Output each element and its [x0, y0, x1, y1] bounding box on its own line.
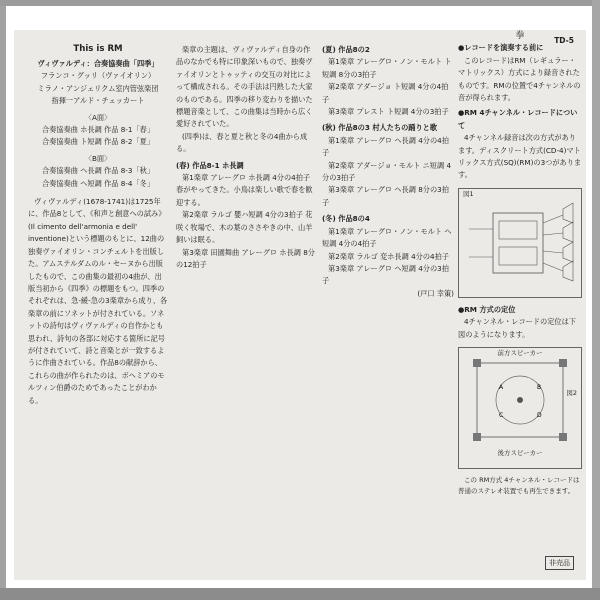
autumn-mvt-2: 第2楽章 アダージョ・モルト ニ短調 4分の3拍子 [322, 160, 452, 183]
column-1 [28, 58, 168, 573]
author-signature: (戸口 幸策) [417, 288, 454, 298]
violinist: フランコ・グッリ（ヴァイオリン） [40, 71, 156, 81]
rm-4ch-heading: ●RM 4チャンネル・レコードについて [458, 108, 578, 130]
speaker-letter-c: C [499, 412, 504, 420]
signal-flow-graphic [459, 189, 581, 295]
summer-mvt-3: 第3楽章 プレスト ト短調 4分の3拍子 [328, 107, 449, 117]
seasons-intro: (四季)は、春と夏と秋と冬の4曲から成る。 [176, 131, 308, 154]
not-for-sale-stamp: 非売品 [545, 556, 574, 570]
speaker-layout-graphic [459, 359, 581, 443]
conductor: 指揮一アルド・チェッカート [51, 96, 145, 106]
page-title: This is RM [73, 44, 123, 54]
spring-mvt-3: 第3楽章 田園舞曲 アレーグロ ホ長調 8分の12拍子 [176, 247, 315, 269]
side-b-track-2: 合奏協奏曲 ヘ短調 作品 8-4「冬」 [41, 178, 155, 188]
sleeve-edge-bottom [0, 588, 600, 600]
side-a-label: 〈A面〉 [84, 112, 112, 122]
column-3 [322, 44, 454, 574]
diagram-1-label: 図1 [463, 189, 474, 198]
column-4 [458, 30, 582, 578]
spring-heading: (春) 作品8-1 ホ長調 [176, 160, 244, 170]
speaker-letter-b: B [537, 384, 542, 392]
winter-heading: (冬) 作品8の4 [322, 214, 370, 224]
rm-localization-text: 4チャンネル・レコードの定位は下図のようになります。 [458, 317, 576, 339]
work-title: ヴィヴァルディ：合奏協奏曲「四季」 [37, 59, 159, 68]
rm-4ch-text: 4チャンネル録音は次の方式があります。ディスクリート方式(CD-4)マトリックス方式(SQ)(RM)の3つがあります。 [458, 133, 582, 180]
side-b-track-1: 合奏協奏曲 ヘ長調 作品 8-3「秋」 [41, 166, 155, 176]
sleeve-edge-left [0, 0, 6, 600]
intro-paragraph: ヴィヴァルディ(1678-1741)は1725年に、作品8として、《和声と創意への試み》(Il cimento dell'armonia e dell' inventione)という標題のもとに、12曲の独奏ヴァイオリン・コンチェルトを出版した。アムステルダムのル・セーヌから出版したもので、この曲集の最初の4曲が、出版当初から《四季》の標題をもつ。四季のそれぞれは、急-緩-急の3楽章から成り、各楽章の前にソネットが付されている。ソネットの詩句はヴィヴァルディの自作かとも思われ、詩句の各部に対応する箇所に記号が付されていて、詩と音楽とが一致するように作曲されている。作品8の献辞から、これらの曲が作られたのは、ボヘミアのモルツィン伯爵のためであったことがわかる。 [28, 197, 168, 405]
summer-mvt-1: 第1楽章 アレーグロ・ノン・モルト ト短調 8分の3拍子 [322, 57, 452, 79]
autumn-heading: (秋) 作品8の3 村人たちの踊りと歌 [322, 123, 438, 133]
speaker-layout-diagram [458, 347, 582, 469]
rm-localization-heading: ●RM 方式の定位 [458, 304, 516, 314]
signal-flow-diagram [458, 188, 582, 298]
column-2 [176, 44, 316, 574]
ensemble: ミラノ・アンジェリクム室内管弦楽団 [37, 83, 159, 93]
winter-mvt-2: 第2楽章 ラルゴ 変ホ長調 4分の4拍子 [328, 251, 449, 261]
catalog-number: TD-5 [554, 36, 574, 45]
sleeve-edge-top [0, 0, 600, 6]
before-playing-heading: ●レコードを演奏する前に [458, 43, 544, 53]
front-speakers-label: 前方スピーカー [497, 349, 543, 358]
speaker-letter-a: A [499, 384, 504, 392]
diagram-2-label: 図2 [566, 389, 577, 398]
compatibility-note: この RM方式 4チャンネル・レコードは普通のステレオ装置でも再生できます。 [458, 476, 580, 496]
rear-speakers-label: 後方スピーカー [497, 448, 543, 457]
autumn-mvt-3: 第3楽章 アレーグロ ヘ長調 8分の3拍子 [322, 185, 449, 207]
spring-mvt-1: 第1楽章 アレーグロ ホ長調 4分の4拍子 春がやってきた。小鳥は楽しい歌で春を歓迎する。 [176, 173, 313, 207]
speaker-letter-d: D [537, 412, 542, 420]
autumn-mvt-1: 第1楽章 アレーグロ ヘ長調 4分の4拍子 [322, 135, 449, 158]
winter-mvt-1: 第1楽章 アレーグロ・ノン・モルト ヘ短調 4分の4拍子 [322, 226, 452, 249]
column-2-paragraph: 楽章の主題は、ヴィヴァルディ自身の作品のなかでも特に印象深いもので、独奏ヴァイオリンとトゥッティの交互の対比によって構成される。その手法は円熟した大家のものである。四季の移り変わりを描いた標題音楽として、この曲集は当時から広く愛好されていた。 [176, 45, 313, 129]
side-a-track-1: 合奏協奏曲 ホ長調 作品 8-1「春」 [41, 125, 155, 135]
winter-mvt-3: 第3楽章 アレーグロ ヘ短調 4分の3拍子 [322, 263, 449, 286]
side-b-label: 〈B面〉 [84, 153, 112, 163]
summer-mvt-2: 第2楽章 アダージョ ト短調 4分の4拍子 [322, 82, 449, 104]
before-playing-text: このレコードはRM（レギュラー・マトリックス）方式により録音されたものです。RMの位置で4チャンネルの音が得られます。 [458, 55, 581, 103]
liner-notes-page [14, 30, 586, 580]
sleeve-edge-right [592, 0, 600, 600]
section-mark: 拳 [515, 31, 525, 41]
spring-mvt-2: 第2楽章 ラルゴ 嬰ハ短調 4分の3拍子 花咲く牧場で、木の葉のささやきの中、山羊飼いは眠る。 [176, 210, 313, 245]
summer-heading: (夏) 作品8の2 [322, 45, 370, 54]
side-a-track-2: 合奏協奏曲 ト短調 作品 8-2「夏」 [41, 137, 155, 147]
